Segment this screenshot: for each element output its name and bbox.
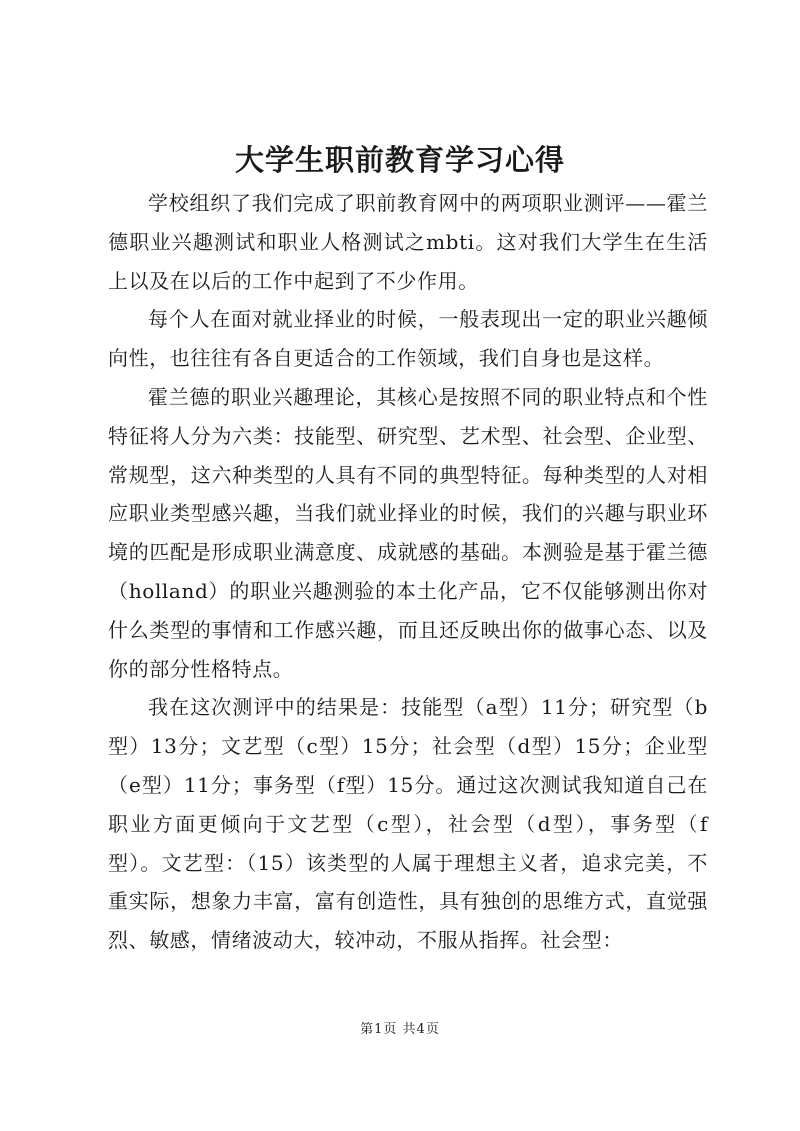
paragraph-intro: 学校组织了我们完成了职前教育网中的两项职业测评——霍兰德职业兴趣测试和职业人格测试之mbti。这对我们大学生在生活上以及在以后的工作中起到了不少作用。 [108,191,708,293]
paragraph-interest-tendency: 每个人在面对就业择业的时候，一般表现出一定的职业兴趣倾向性，也往往有各自更适合的工作领域，我们自身也是这样。 [108,307,708,371]
page-number: 第1页 共4页 [360,1022,440,1037]
paragraph-test-results: 我在这次测评中的结果是：技能型（a型）11分；研究型（b型）13分；文艺型（c型）15分；社会型（d型）15分；企业型（e型）11分；事务型（f型）15分。通过这次测试我知道自己在职业方面更倾向于文艺型（c型），社会型（d型），事务型（f型）。文艺型：（15）该类型的人属于理想主义者，追求完美，不重实际，想象力丰富，富有创造性，具有独创的思维方式，直觉强烈、敏感，情绪波动大，较冲动，不服从指挥。社会型： [108,695,708,953]
page-title: 大学生职前教育学习心得 [234,143,565,177]
document-body [108,184,708,960]
paragraph-holland-theory: 霍兰德的职业兴趣理论，其核心是按照不同的职业特点和个性特征将人分为六类：技能型、研究型、艺术型、社会型、企业型、常规型，这六种类型的人具有不同的典型特征。每种类型的人对相应职业类型感兴趣，当我们就业择业的时候，我们的兴趣与职业环境的匹配是形成职业满意度、成就感的基础。本测验是基于霍兰德（holland）的职业兴趣测验的本土化产品，它不仅能够测出你对什么类型的事情和工作感兴趣，而且还反映出你的做事心态、以及你的部分性格特点。 [108,384,708,681]
